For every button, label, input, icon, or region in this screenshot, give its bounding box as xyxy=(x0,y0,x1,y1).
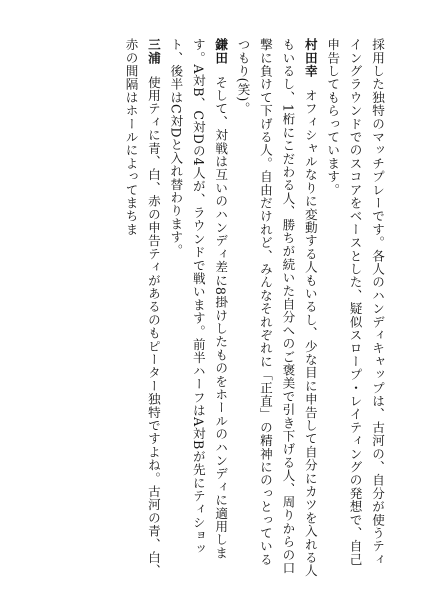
paragraph-murata xyxy=(231,38,321,578)
paragraph-text: 採用した独特のマッチプレーです。各人のハンディキャップは、古河の、自分が使うティイングラウンドでのスコアをベースとした、疑似スロープ・レイティングの発想で、自己申告してもらっています。 xyxy=(325,38,385,566)
paragraph-text: オフィシャルなりに変動する人もいるし、少な目に申告して自分にカツを入れる人もいるし、1桁にこだわる人、勝ちが続いた自分へのご褒美で引き下げる人、周りからの口撃に負けて下げる人。自由だけれど、みんなそれぞれに「正直」の精神にのっとっているつもり(笑)。 xyxy=(235,38,318,578)
paragraph-intro xyxy=(321,38,388,578)
speaker-label: 村田幸 xyxy=(302,38,318,78)
paragraph-text: 使用ティに青、白、赤の申告ティがあるのもピーター独特ですよね。古河の青、白、赤の間隔はホールによってまちま xyxy=(123,38,161,578)
vertical-text-body xyxy=(119,38,388,578)
speaker-label: 三浦 xyxy=(145,38,161,65)
speaker-label: 鎌田 xyxy=(213,38,229,65)
paragraph-text: そして、対戦は互いのハンディ差に8掛けしたものをホールのハンディに適用します。A対B、C対Dの4人が、ラウンドで戦います。前半ハーフはA対Bが先にティショット、後半はC対Dと入れ替わります。 xyxy=(168,38,229,560)
paragraph-miura xyxy=(119,38,164,578)
paragraph-kamata xyxy=(164,38,231,578)
